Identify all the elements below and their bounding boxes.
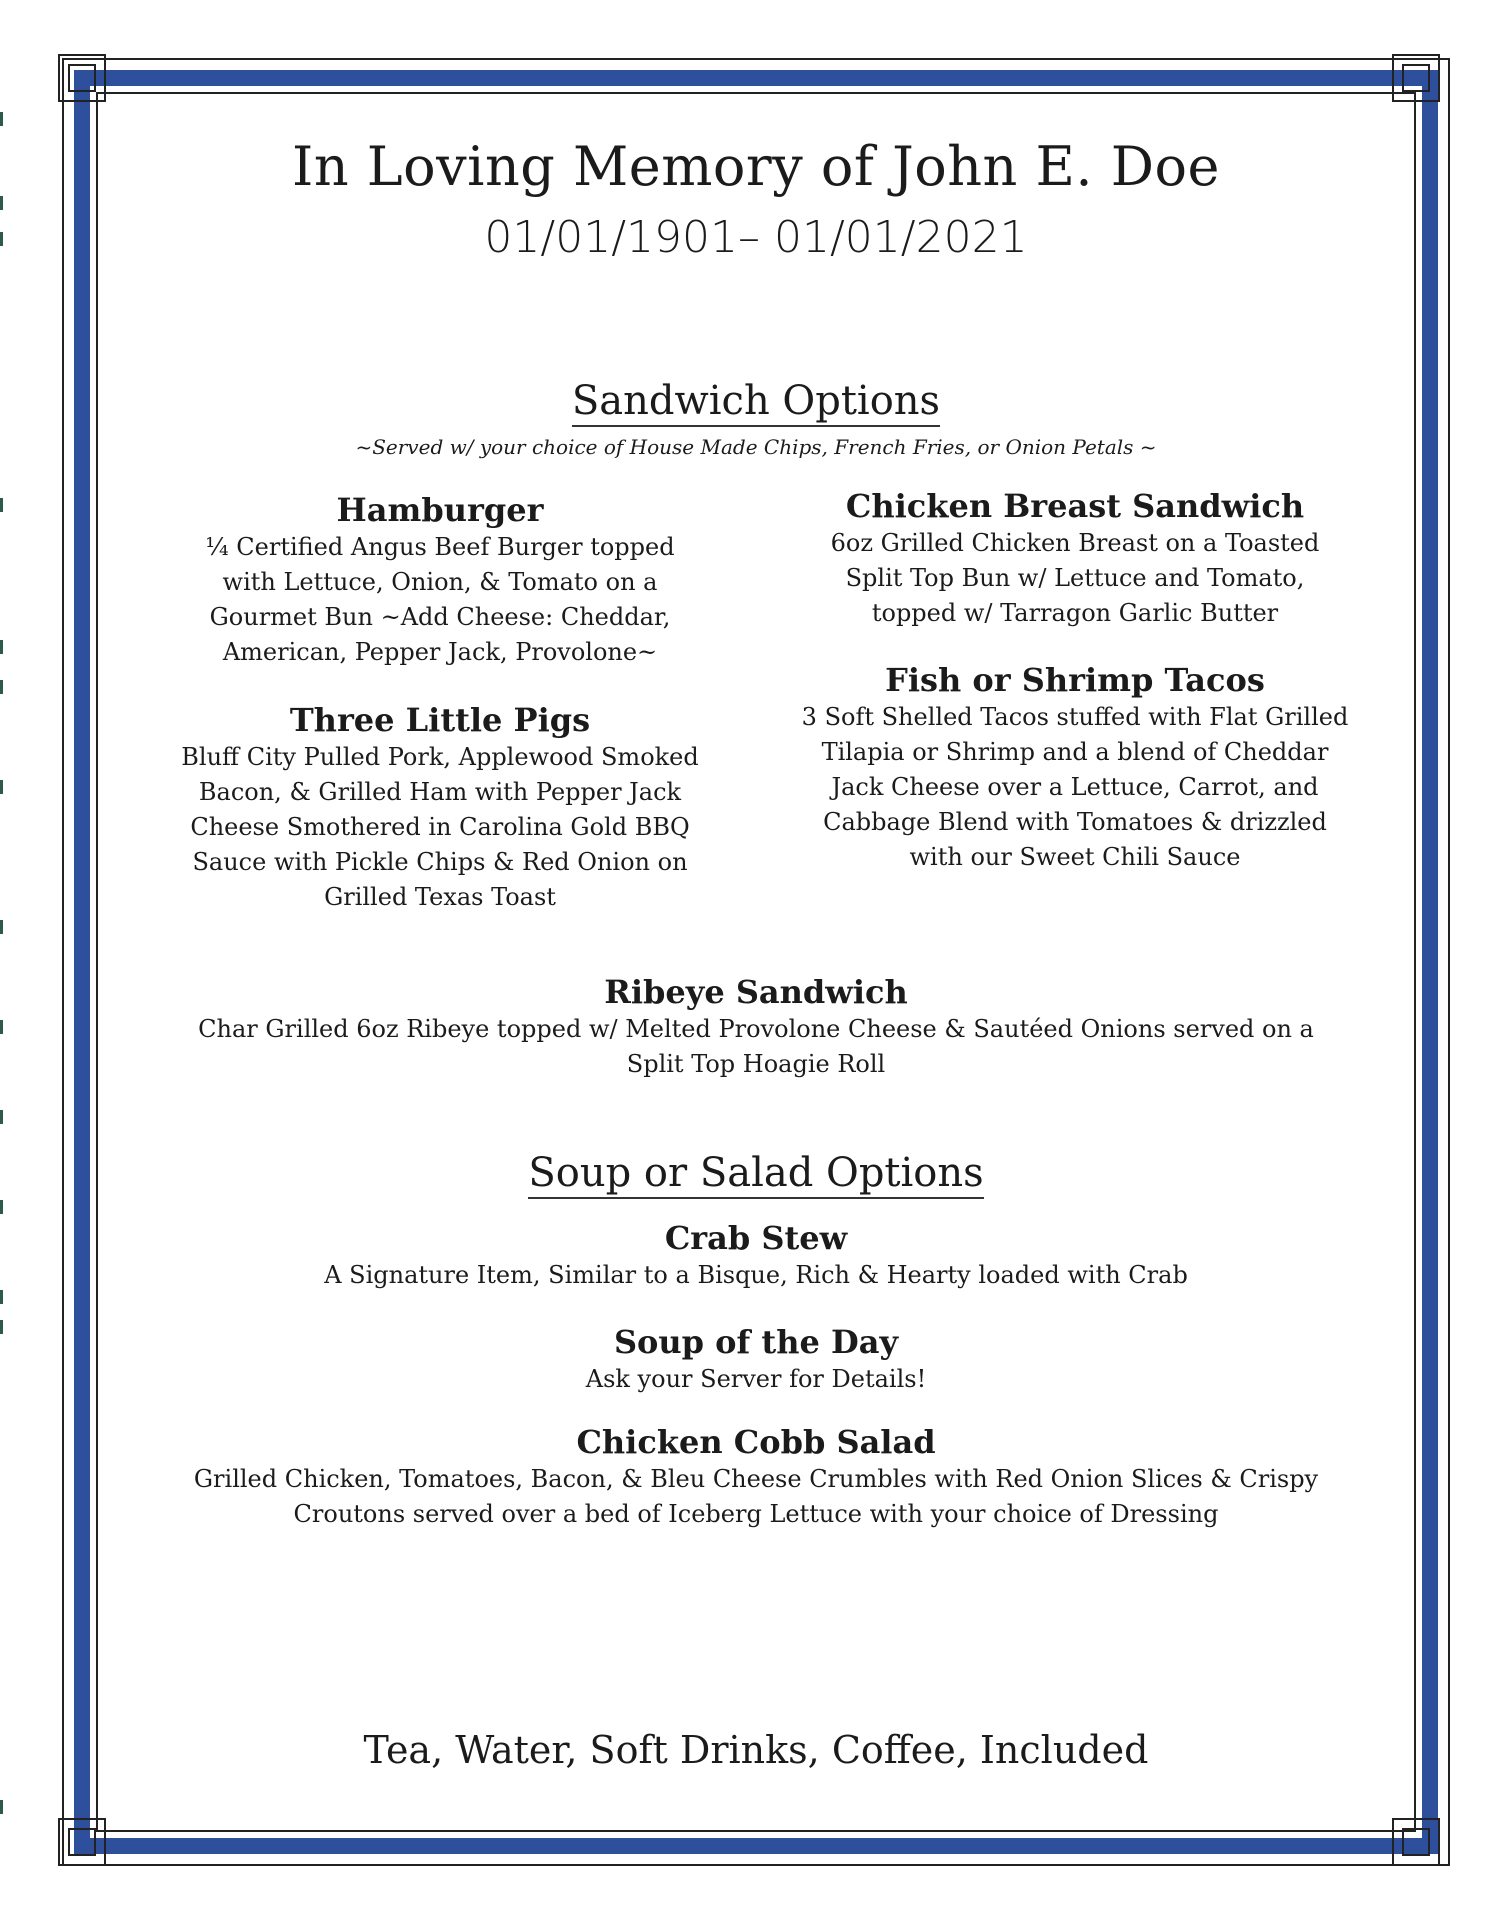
- menu-item-soup-of-the-day: [180, 1322, 1332, 1397]
- scan-mark: [0, 498, 3, 512]
- menu-item-chicken-breast-sandwich: [800, 486, 1350, 631]
- menu-item-ribeye-sandwich: [180, 972, 1332, 1082]
- menu-item-description: 6oz Grilled Chicken Breast on a Toasted Split Top Bun w/ Lettuce and Tomato, topped w/ Tarragon Garlic Butter: [830, 529, 1320, 627]
- menu-item-chicken-cobb-salad: [180, 1422, 1332, 1532]
- menu-item-three-little-pigs: [180, 700, 700, 915]
- sandwich-section-title-text: Sandwich Options: [572, 378, 940, 427]
- menu-item-hamburger: [180, 490, 700, 670]
- menu-item-name: Fish or Shrimp Tacos: [885, 661, 1265, 699]
- menu-content: [120, 120, 1392, 1820]
- scan-mark: [0, 1800, 3, 1814]
- corner-ornament-bottom-left: [58, 1818, 106, 1866]
- corner-ornament-bottom-right: [1392, 1818, 1440, 1866]
- menu-item-name: Soup of the Day: [613, 1323, 899, 1361]
- menu-item-description: ¼ Certified Angus Beef Burger topped with Lettuce, Onion, & Tomato on a Gourmet Bun ~Add Cheese: Cheddar, American, Pepper Jack, Provolone~: [205, 533, 675, 666]
- scan-mark: [0, 1200, 3, 1214]
- menu-item-name: Crab Stew: [664, 1219, 848, 1257]
- scan-mark: [0, 196, 3, 210]
- menu-item-crab-stew: [180, 1218, 1332, 1293]
- scan-mark: [0, 680, 3, 694]
- menu-item-description: 3 Soft Shelled Tacos stuffed with Flat Grilled Tilapia or Shrimp and a blend of Cheddar Jack Cheese over a Lettuce, Carrot, and Cabbage Blend with Tomatoes & drizzled with our Sweet Chili Sauce: [801, 703, 1349, 871]
- menu-item-description: Bluff City Pulled Pork, Applewood Smoked Bacon, & Grilled Ham with Pepper Jack Cheese Smothered in Carolina Gold BBQ Sauce with Pickle Chips & Red Onion on Grilled Texas Toast: [181, 743, 699, 911]
- menu-item-name: Chicken Cobb Salad: [576, 1423, 936, 1461]
- menu-item-description: Grilled Chicken, Tomatoes, Bacon, & Bleu Cheese Crumbles with Red Onion Slices & Crispy Croutons served over a bed of Iceberg Lettuce with your choice of Dressing: [193, 1465, 1319, 1528]
- scan-mark: [0, 1320, 3, 1334]
- corner-ornament-top-right: [1392, 54, 1440, 102]
- menu-item-name: Hamburger: [336, 491, 544, 529]
- soup-section-title-text: Soup or Salad Options: [528, 1150, 983, 1199]
- sandwich-section-subtitle: ~Served w/ your choice of House Made Chips, French Fries, or Onion Petals ~: [355, 435, 1157, 459]
- menu-item-name: Ribeye Sandwich: [604, 973, 908, 1011]
- memorial-dates: 01/01/1901– 01/01/2021: [484, 212, 1028, 263]
- menu-item-fish-or-shrimp-tacos: [800, 660, 1350, 875]
- scan-mark: [0, 1290, 3, 1304]
- scan-mark: [0, 232, 3, 246]
- corner-ornament-top-left: [58, 54, 106, 102]
- menu-item-description: Ask your Server for Details!: [585, 1365, 927, 1393]
- scan-mark: [0, 1020, 3, 1034]
- menu-item-name: Chicken Breast Sandwich: [845, 487, 1305, 525]
- menu-item-description: Char Grilled 6oz Ribeye topped w/ Melted Provolone Cheese & Sautéed Onions served on a Split Top Hoagie Roll: [198, 1015, 1314, 1078]
- menu-item-name: Three Little Pigs: [289, 701, 591, 739]
- scan-mark: [0, 640, 3, 654]
- memorial-title: In Loving Memory of John E. Doe: [292, 135, 1220, 198]
- sandwich-section-title: [120, 378, 1392, 424]
- scan-mark: [0, 112, 3, 126]
- soup-section-title: [120, 1150, 1392, 1196]
- scan-mark: [0, 780, 3, 794]
- drinks-included-note: Tea, Water, Soft Drinks, Coffee, Included: [363, 1728, 1149, 1772]
- scan-mark: [0, 920, 3, 934]
- menu-item-description: A Signature Item, Similar to a Bisque, Rich & Hearty loaded with Crab: [324, 1261, 1188, 1289]
- scan-mark: [0, 1110, 3, 1124]
